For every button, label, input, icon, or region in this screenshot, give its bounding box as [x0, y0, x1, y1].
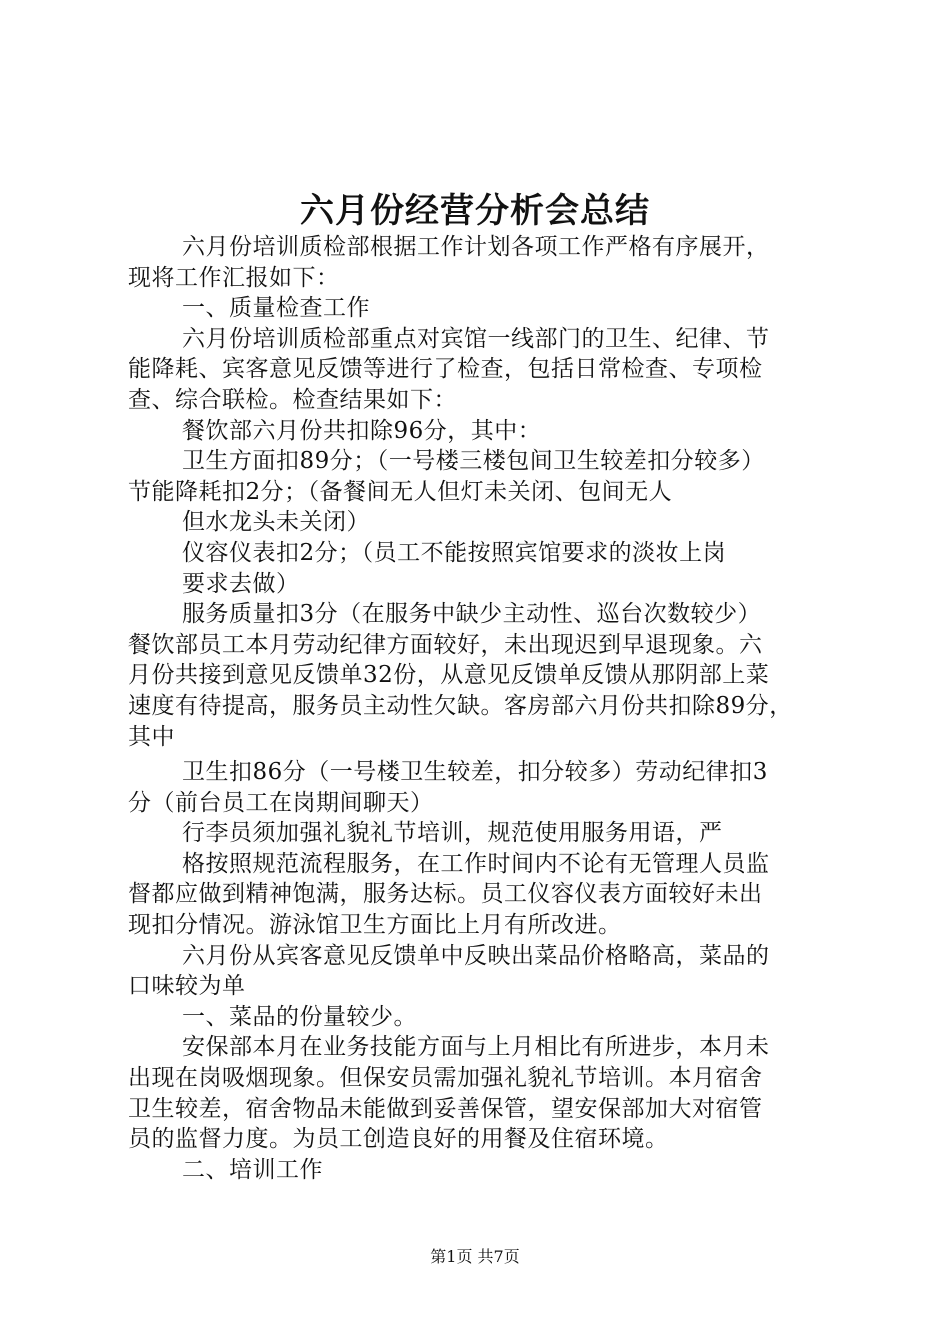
paragraph-line: 格按照规范流程服务，在工作时间内不论有无管理人员监 [182, 850, 770, 877]
document-body [128, 232, 834, 1185]
section-heading: 二、培训工作 [182, 1156, 323, 1183]
paragraph-line: 分（前台员工在岗期间聊天） [128, 789, 434, 816]
paragraph-line: 查、综合联检。检查结果如下： [128, 386, 457, 413]
paragraph-line: 安保部本月在业务技能方面与上月相比有所进步，本月未 [182, 1034, 770, 1061]
paragraph-line: 现将工作汇报如下： [128, 264, 340, 291]
paragraph-line: 速度有待提高，服务员主动性欠缺。客房部六月份共扣除89分， [128, 692, 793, 719]
paragraph-line: 仪容仪表扣2分；（员工不能按照宾馆要求的淡妆上岗 [182, 539, 727, 566]
paragraph-line: 其中 [128, 723, 175, 750]
paragraph-line: 服务质量扣3分（在服务中缺少主动性、巡台次数较少） [182, 601, 762, 628]
section-heading: 一、质量检查工作 [182, 295, 370, 322]
paragraph-line: 卫生较差，宿舍物品未能做到妥善保管，望安保部加大对宿管 [128, 1095, 763, 1122]
paragraph-line: 口味较为单 [128, 973, 246, 1000]
paragraph-line: 但水龙头未关闭） [182, 509, 370, 536]
paragraph-line: 六月份从宾客意见反馈单中反映出菜品价格略高，菜品的 [182, 942, 770, 969]
paragraph-line: 出现在岗吸烟现象。但保安员需加强礼貌礼节培训。本月宿舍 [128, 1065, 763, 1092]
paragraph-line: 能降耗、宾客意见反馈等进行了检查，包括日常检查、专项检 [128, 356, 763, 383]
paragraph-line: 餐饮部六月份共扣除96分，其中： [182, 417, 542, 444]
paragraph-line: 六月份培训质检部重点对宾馆一线部门的卫生、纪律、节 [182, 325, 770, 352]
paragraph-line: 要求去做） [182, 570, 300, 597]
paragraph-line: 现扣分情况。游泳馆卫生方面比上月有所改进。 [128, 912, 622, 939]
paragraph-line: 卫生扣86分（一号楼卫生较差，扣分较多）劳动纪律扣3 [182, 759, 768, 786]
paragraph-line: 卫生方面扣89分；（一号楼三楼包间卫生较差扣分较多） [182, 448, 765, 475]
paragraph-line: 员的监督力度。为员工创造良好的用餐及住宿环境。 [128, 1126, 669, 1153]
page-number: 第1页 共7页 [430, 1247, 520, 1266]
paragraph-line: 节能降耗扣2分；（备餐间无人但灯未关闭、包间无人 [128, 478, 673, 505]
paragraph-line: 餐饮部员工本月劳动纪律方面较好，未出现迟到早退现象。六 [128, 631, 763, 658]
paragraph-line: 督都应做到精神饱满，服务达标。员工仪容仪表方面较好未出 [128, 881, 763, 908]
document-title: 六月份经营分析会总结 [300, 191, 650, 231]
paragraph-line: 月份共接到意见反馈单32份，从意见反馈单反馈从那阴部上菜 [128, 662, 770, 689]
paragraph-line: 六月份培训质检部根据工作计划各项工作严格有序展开， [182, 234, 770, 260]
paragraph-line: 行李员须加强礼貌礼节培训，规范使用服务用语，严 [182, 820, 723, 847]
paragraph-line: 一、菜品的份量较少。 [182, 1003, 417, 1030]
